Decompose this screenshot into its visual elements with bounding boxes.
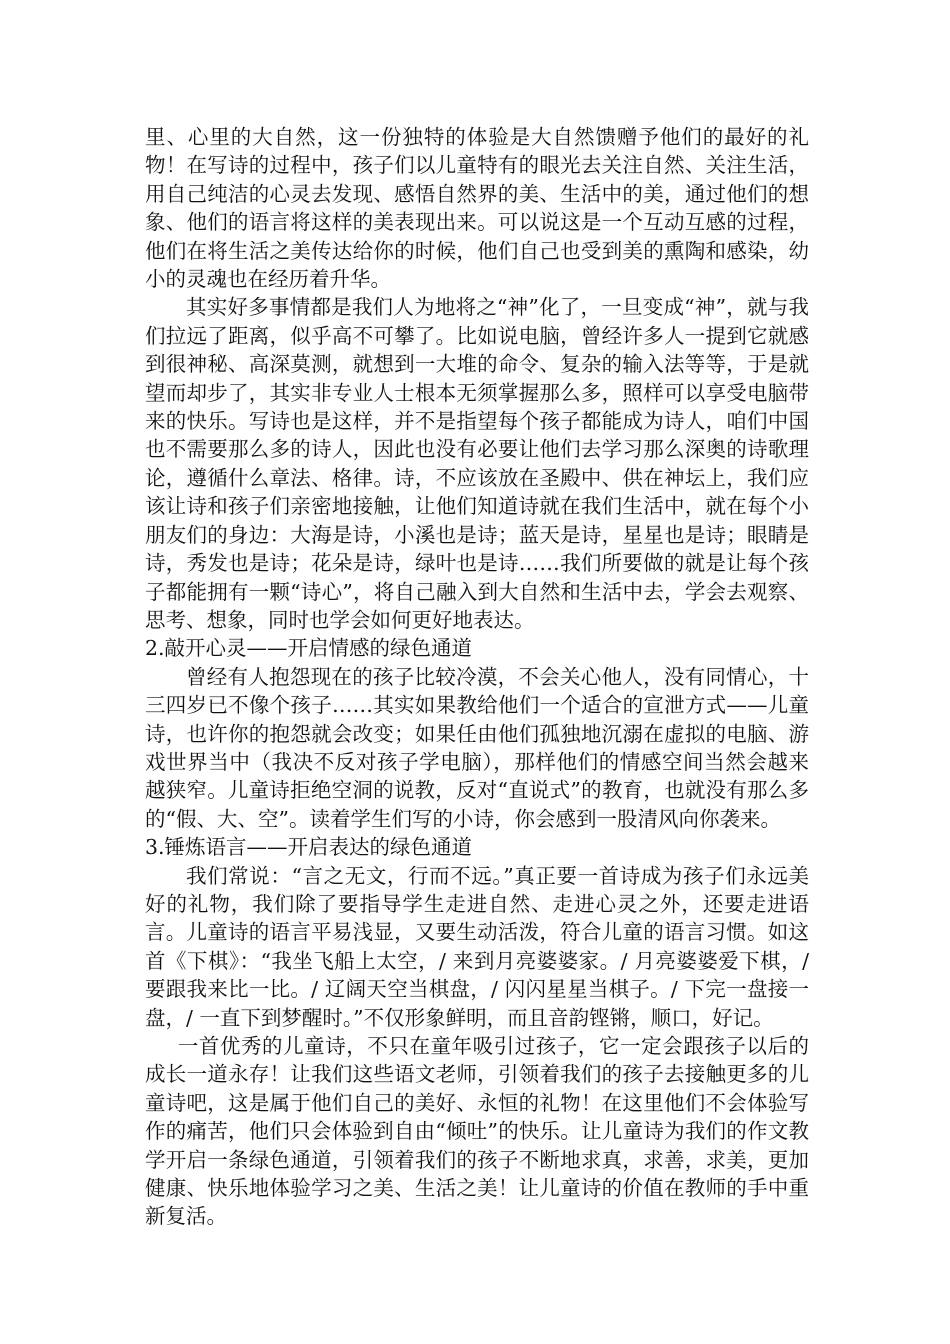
paragraph-continuation: 里、心里的大自然，这一份独特的体验是大自然馈赠予他们的最好的礼物！在写诗的过程中，孩子们以儿童特有的眼光去关注自然、关注生活，用自己纯洁的心灵去发现、感悟自然界的美、生活中的美，通过他们的想象、他们的语言将这样的美表现出来。可以说这是一个互动互感的过程，他们在将生活之美传达给你的时候，他们自己也受到美的熏陶和感染，幼小的灵魂也在经历着升华。 (145, 125, 809, 292)
paragraph-language: 我们常说：“言之无文，行而不远。”真正要一首诗成为孩子们永远美好的礼物，我们除了要指导学生走进自然、走进心灵之外，还要走进语言。儿童诗的语言平易浅显，又要生动活泼，符合儿童的语言习惯。如这首《下棋》：“我坐飞船上太空，/ 来到月亮婆婆家。/ 月亮婆婆爱下棋，/ 要跟我来比一比。/ 辽阔天空当棋盘，/ 闪闪星星当棋子。/ 下完一盘接一盘，/ 一直下到梦醒时。”不仅形象鲜明，而且音韵铿锵，顺口，好记。 (145, 863, 809, 1030)
paragraph-emotion: 曾经有人抱怨现在的孩子比较冷漠，不会关心他人，没有同情心，十三四岁已不像个孩子……其实如果教给他们一个适合的宣泄方式——儿童诗，也许你的抱怨就会改变；如果任由他们孤独地沉溺在虚拟的电脑、游戏世界当中（我决不反对孩子学电脑），那样他们的情感空间当然会越来越狭窄。儿童诗拒绝空洞的说教，反对“直说式”的教育，也就没有那么多的“假、大、空”。读着学生们写的小诗，你会感到一股清风向你袭来。 (145, 664, 809, 831)
document-page (145, 123, 809, 1231)
paragraph-conclusion: 一首优秀的儿童诗，不只在童年吸引过孩子，它一定会跟孩子以后的成长一道永存！让我们这些语文老师，引领着我们的孩子去接触更多的儿童诗吧，这是属于他们自己的美好、永恒的礼物！在这里他们不会体验写作的痛苦，他们只会体验到自由“倾吐”的快乐。让儿童诗为我们的作文教学开启一条绿色通道，引领着我们的孩子不断地求真，求善，求美，更加健康、快乐地体验学习之美、生活之美！让儿童诗的价值在教师的手中重新复活。 (145, 1034, 809, 1229)
paragraph-poetry-demystify: 其实好多事情都是我们人为地将之“神”化了，一旦变成“神”，就与我们拉远了距离，似乎高不可攀了。比如说电脑，曾经许多人一提到它就感到很神秘、高深莫测，就想到一大堆的命令、复杂的输入法等等，于是就望而却步了，其实非专业人士根本无须掌握那么多，照样可以享受电脑带来的快乐。写诗也是这样，并不是指望每个孩子都能成为诗人，咱们中国也不需要那么多的诗人，因此也没有必要让他们去学习那么深奥的诗歌理论，遵循什么章法、格律。诗，不应该放在圣殿中、供在神坛上，我们应该让诗和孩子们亲密地接触，让他们知道诗就在我们生活中，就在每个小朋友们的身边：大海是诗，小溪也是诗；蓝天是诗，星星也是诗；眼睛是诗，秀发也是诗；花朵是诗，绿叶也是诗……我们所要做的就是让每个孩子都能拥有一颗“诗心”，将自己融入到大自然和生活中去，学会去观察、思考、想象，同时也学会如何更好地表达。 (145, 295, 809, 632)
section-heading-2: 2.敲开心灵——开启情感的绿色通道 (145, 636, 473, 661)
section-heading-3: 3.锤炼语言——开启表达的绿色通道 (145, 835, 473, 860)
